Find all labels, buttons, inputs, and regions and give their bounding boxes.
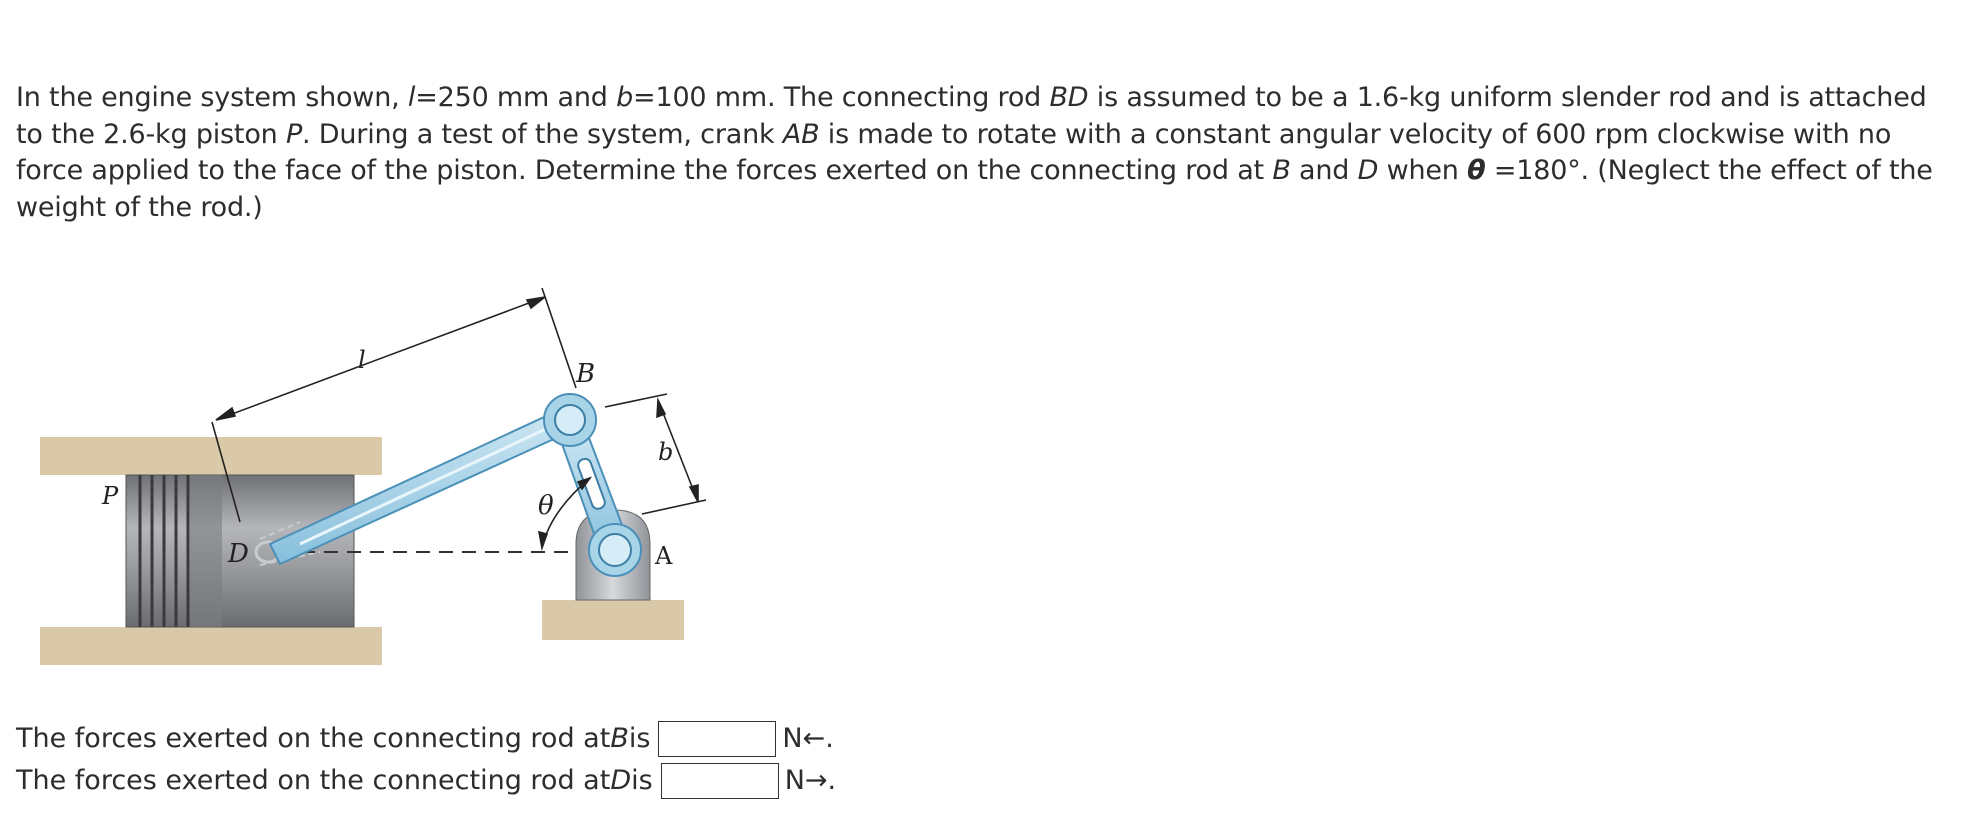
force-b-unit: N←. <box>782 723 834 754</box>
problem-text-5: . During a test of the system, crank <box>302 118 783 150</box>
answer-row-d <box>16 760 836 802</box>
ground-block <box>542 600 684 640</box>
label-a: A <box>655 542 673 570</box>
label-b-point: B <box>576 359 596 389</box>
var-l: l <box>407 82 416 113</box>
problem-text-1: In the engine system shown, <box>16 82 408 113</box>
problem-text-4: is assumed to be a 1.6-kg uniform slender rod and is attached to the 2.6-kg piston <box>16 82 1927 150</box>
answer-d-prefix: The forces exerted on the connecting rod at <box>16 765 611 796</box>
var-b: b <box>616 82 634 113</box>
label-l: l <box>358 346 366 374</box>
engine-diagram <box>30 282 710 672</box>
problem-text-7: and <box>1290 155 1358 186</box>
label-d: D <box>228 539 249 569</box>
var-theta: θ <box>1467 155 1486 186</box>
answer-section <box>16 718 836 802</box>
force-b-input[interactable] <box>658 721 776 757</box>
answer-b-suffix: is <box>628 723 651 754</box>
label-theta: θ <box>538 491 554 521</box>
label-p: P <box>102 482 119 510</box>
answer-d-point: D <box>610 765 632 796</box>
problem-text-9: =180°. (Neglect the effect of the weight of the rod.) <box>16 155 1933 223</box>
answer-b-prefix: The forces exerted on the connecting rod at <box>16 723 611 754</box>
answer-row-b <box>16 718 836 760</box>
problem-text-3: =100 mm. The connecting rod <box>633 82 1050 113</box>
var-b-point: B <box>1272 155 1291 186</box>
var-d: D <box>1357 155 1379 186</box>
var-p: P <box>285 118 303 150</box>
label-b-dim: b <box>658 438 674 466</box>
problem-text-2: =250 mm and <box>415 82 617 113</box>
answer-d-suffix: is <box>631 765 653 796</box>
dimension-b <box>605 394 706 514</box>
problem-text-8: when <box>1378 155 1468 186</box>
answer-b-point: B <box>610 723 629 754</box>
problem-statement <box>16 80 1946 226</box>
problem-text-6: is made to rotate with a constant angular velocity of 600 rpm clockwise with no force applied to the face of the piston. Determine the forces exerted on the connecting rod at <box>16 118 1892 186</box>
engine-figure <box>30 282 710 672</box>
joint-b <box>544 394 596 446</box>
force-d-unit: N→. <box>784 765 837 796</box>
force-d-input[interactable] <box>661 763 779 799</box>
joint-a <box>589 524 641 576</box>
var-bd: BD <box>1049 82 1089 113</box>
cylinder-wall-bottom <box>40 627 382 665</box>
cylinder-wall-top <box>40 437 382 475</box>
var-ab: AB <box>782 118 820 150</box>
